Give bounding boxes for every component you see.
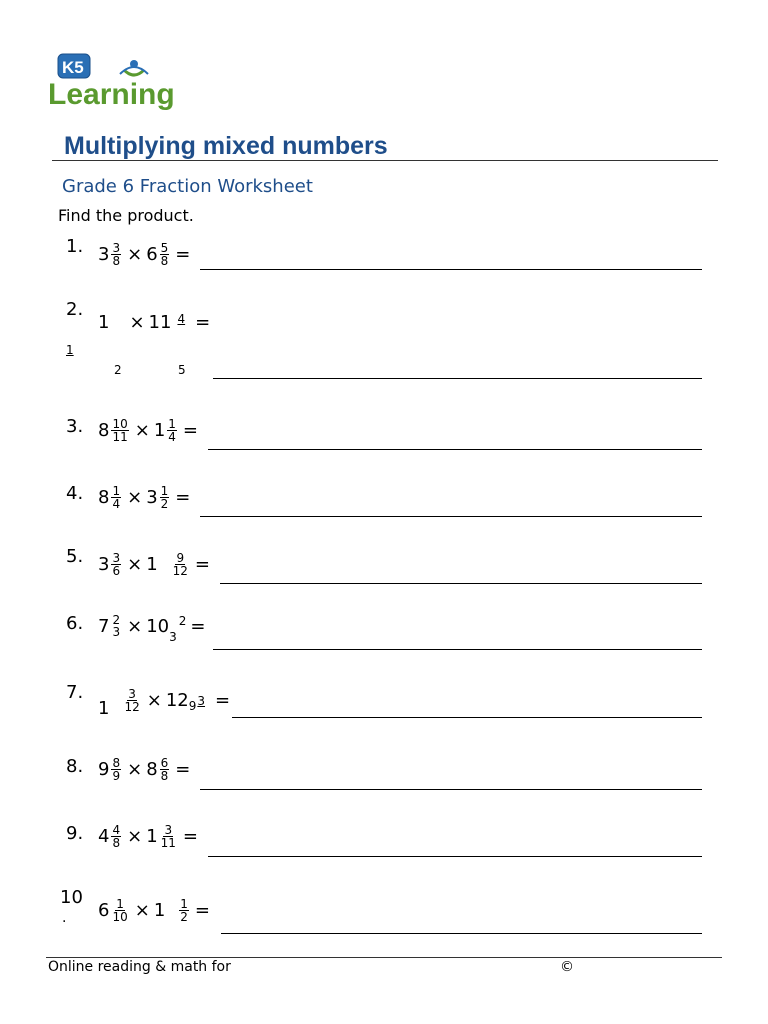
stray-denominator: 2	[114, 363, 122, 377]
logo-word: Learning	[48, 78, 175, 111]
problem-expression	[98, 898, 214, 923]
answer-line	[200, 269, 702, 270]
whole-number: 1	[98, 312, 110, 333]
fraction	[111, 485, 121, 510]
page-title: Multiplying mixed numbers	[64, 132, 388, 160]
answer-line	[208, 449, 702, 450]
footer-text: Online reading & math for	[48, 959, 231, 975]
equals-sign: =	[194, 554, 211, 575]
footer-divider	[46, 957, 722, 958]
stray-denominator: 5	[178, 363, 186, 377]
problem-number: 3.	[66, 416, 84, 437]
logo-badge-text: K5	[62, 58, 84, 77]
denominator: 9	[188, 699, 197, 713]
numerator: 1	[116, 897, 124, 911]
problem-number: 8.	[66, 756, 84, 777]
instructions: Find the product.	[58, 206, 194, 225]
fraction	[111, 757, 121, 782]
fraction	[111, 552, 121, 577]
whole-number: 10	[146, 615, 170, 637]
problem-expression	[98, 552, 214, 577]
equals-sign: =	[182, 826, 199, 847]
numerator: 3	[112, 241, 121, 255]
page-subtitle: Grade 6 Fraction Worksheet	[62, 176, 313, 197]
denominator: 8	[112, 836, 121, 850]
times-sign: ×	[127, 554, 143, 575]
fraction	[111, 614, 121, 638]
title-divider	[52, 160, 718, 161]
fraction	[111, 418, 128, 443]
whole-number: 8	[98, 487, 110, 508]
answer-line	[232, 717, 702, 718]
problem-expression	[98, 824, 202, 849]
whole-number: 1	[98, 698, 110, 719]
answer-line	[208, 856, 702, 857]
problem-number-dot: .	[62, 910, 67, 926]
times-sign: ×	[127, 615, 143, 637]
problem-expression	[98, 485, 194, 510]
whole-number: 6	[146, 244, 158, 265]
whole-number: 6	[98, 900, 110, 921]
equals-sign: =	[182, 420, 199, 441]
whole-number: 8	[146, 759, 158, 780]
denominator: 4	[168, 430, 176, 444]
answer-line	[220, 583, 702, 584]
problem-expression	[98, 242, 194, 267]
numerator: 9	[176, 551, 185, 565]
denominator: 12	[172, 564, 188, 578]
whole-number: 8	[98, 420, 110, 441]
problem-number: 1.	[66, 236, 84, 257]
fraction	[172, 552, 189, 577]
problem-expression	[98, 757, 194, 782]
answer-line	[200, 789, 702, 790]
denominator: 9	[112, 769, 121, 783]
problem-expression	[98, 418, 202, 443]
answer-line	[200, 516, 702, 517]
denominator: 6	[112, 564, 121, 578]
answer-line	[213, 649, 702, 650]
problem-number: 2.	[66, 299, 84, 320]
problem-expression	[98, 687, 234, 719]
numerator: 5	[160, 241, 169, 255]
denominator: 8	[160, 769, 169, 783]
times-sign: ×	[127, 826, 143, 847]
whole-number: 1	[146, 554, 158, 575]
fraction	[111, 242, 121, 267]
equals-sign: =	[195, 312, 211, 333]
fraction	[111, 898, 128, 923]
numerator: 6	[160, 756, 169, 770]
times-sign: ×	[146, 690, 162, 711]
numerator: 1	[168, 417, 176, 431]
numerator: 1	[112, 484, 121, 498]
fraction	[167, 418, 177, 443]
denominator: 12	[124, 700, 140, 714]
fraction	[179, 898, 189, 923]
whole-number: 1	[146, 826, 158, 847]
fraction	[160, 242, 170, 267]
denominator: 11	[160, 836, 176, 850]
denominator: 3	[112, 625, 121, 639]
denominator: 2	[160, 497, 169, 511]
problem-number: 7.	[66, 682, 84, 703]
problem-number: 9.	[66, 823, 84, 844]
problem-number: 5.	[66, 546, 84, 567]
times-sign: ×	[127, 487, 143, 508]
fraction	[160, 757, 170, 782]
numerator: 2	[112, 613, 121, 627]
fraction	[111, 824, 121, 849]
times-sign: ×	[129, 312, 145, 333]
numerator: 1	[180, 897, 188, 911]
numerator: 8	[112, 756, 121, 770]
fraction	[123, 688, 140, 713]
denominator: 8	[112, 254, 121, 268]
numerator: 4	[177, 312, 186, 326]
answer-line	[221, 933, 702, 934]
equals-sign: =	[194, 900, 211, 921]
problem-number: 10	[60, 887, 83, 908]
problem-number: 4.	[66, 483, 84, 504]
denominator: 10	[112, 910, 128, 924]
whole-number: 11	[148, 312, 172, 333]
whole-number: 3	[98, 244, 110, 265]
whole-number: 1	[153, 420, 166, 441]
numerator: 3	[112, 551, 121, 565]
k5-learning-logo	[48, 52, 188, 114]
whole-number: 7	[98, 615, 110, 637]
whole-number: 3	[146, 487, 158, 508]
numerator: 3	[128, 687, 136, 701]
problem-expression	[98, 312, 214, 333]
whole-number: 12	[165, 690, 189, 711]
fraction	[160, 824, 177, 849]
times-sign: ×	[134, 900, 150, 921]
times-sign: ×	[127, 759, 143, 780]
numerator: 10	[112, 417, 128, 431]
whole-number: 9	[98, 759, 110, 780]
stray-numerator: 1	[66, 343, 74, 357]
numerator: 3	[164, 823, 173, 837]
whole-number: 1	[153, 900, 166, 921]
times-sign: ×	[127, 244, 143, 265]
whole-number: 3	[98, 554, 110, 575]
denominator: 3	[169, 630, 177, 644]
denominator: 11	[112, 430, 128, 444]
equals-sign: =	[175, 244, 191, 265]
numerator: 2	[178, 614, 187, 628]
denominator: 4	[112, 497, 121, 511]
denominator: 2	[180, 910, 188, 924]
times-sign: ×	[134, 420, 150, 441]
numerator: 4	[112, 823, 121, 837]
problem-number: 6.	[66, 613, 84, 634]
copyright-symbol: ©	[560, 959, 574, 975]
problem-expression	[98, 613, 209, 644]
equals-sign: =	[215, 690, 231, 711]
numerator: 1	[160, 484, 169, 498]
denominator: 8	[160, 254, 169, 268]
answer-line	[213, 378, 702, 379]
equals-sign: =	[175, 487, 191, 508]
fraction	[160, 485, 170, 510]
equals-sign: =	[175, 759, 191, 780]
equals-sign: =	[190, 615, 206, 637]
numerator: 3	[197, 693, 206, 708]
whole-number: 4	[98, 826, 110, 847]
